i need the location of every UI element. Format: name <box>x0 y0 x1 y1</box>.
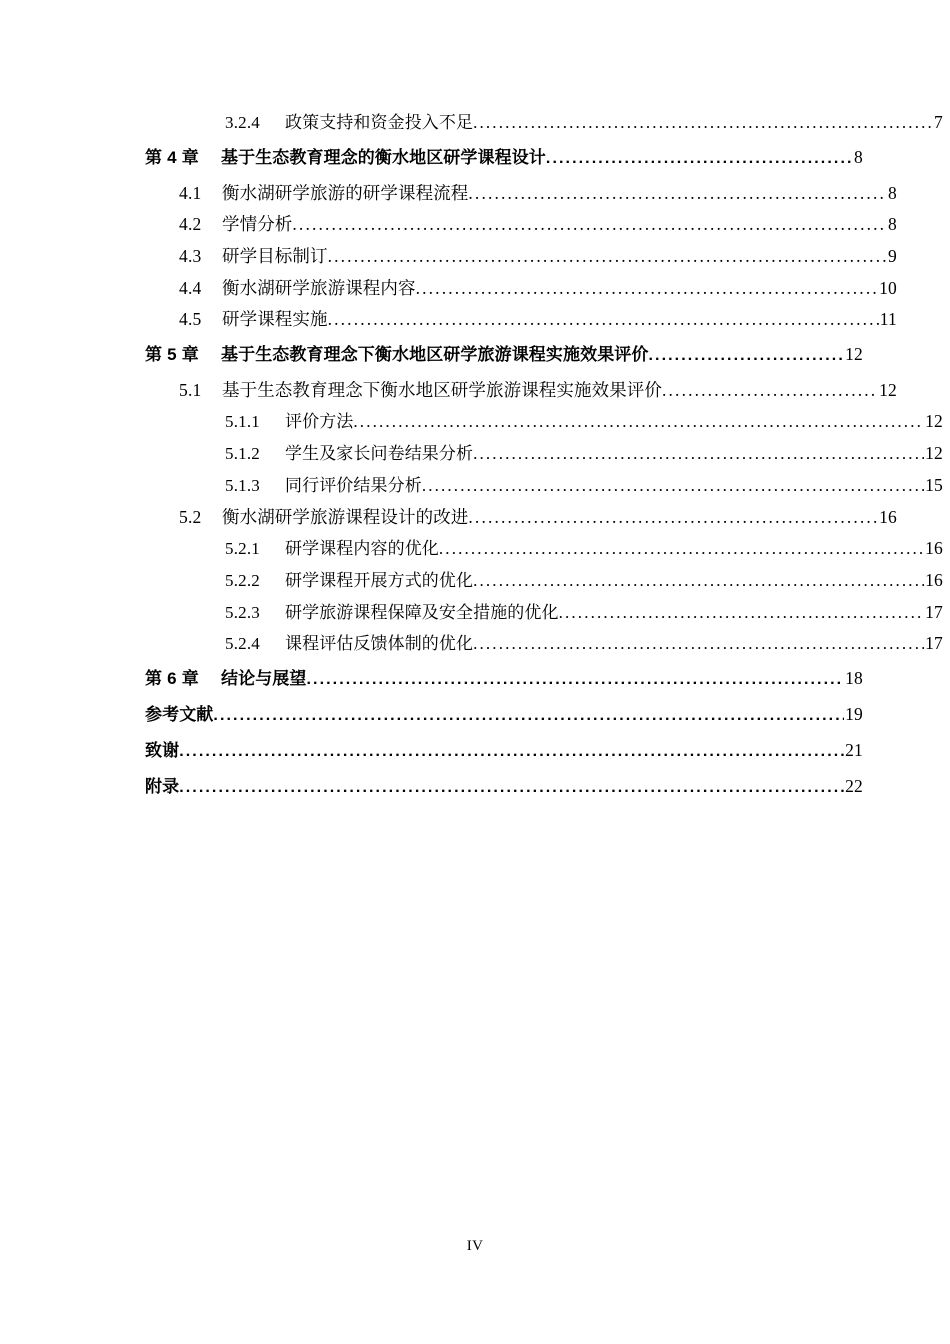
toc-entry[interactable] <box>145 182 897 203</box>
toc-entry-title: 参考文献 <box>145 704 214 724</box>
toc-entry-number: 4.5 <box>179 309 202 330</box>
page-number-footer <box>0 1238 950 1255</box>
toc-entry-number: 5.1.1 <box>225 412 260 432</box>
toc-dot-leader <box>439 540 924 557</box>
toc-entry-title: 学生及家长问卷结果分析 <box>285 444 474 464</box>
toc-dot-leader <box>353 413 924 430</box>
toc-entry-page-number: 22 <box>845 775 863 796</box>
toc-entry[interactable] <box>145 635 943 653</box>
toc-entry-title: 衡水湖研学旅游课程内容 <box>222 277 416 298</box>
toc-entry-title: 政策支持和资金投入不足 <box>285 113 474 132</box>
toc-entry-page-number: 7 <box>934 112 943 132</box>
toc-dot-leader <box>473 445 924 462</box>
toc-entry[interactable] <box>145 703 863 725</box>
toc-entry-number: 4.4 <box>179 277 202 298</box>
toc-entry-number: 5.2.1 <box>225 539 260 559</box>
toc-entry-page-number: 9 <box>888 245 897 266</box>
toc-entry-page-number: 12 <box>845 343 863 364</box>
toc-entry-page-number: 16 <box>879 506 897 527</box>
toc-entry-page-number: 16 <box>925 569 943 590</box>
toc-entry[interactable] <box>145 667 863 689</box>
toc-dot-leader <box>473 635 924 652</box>
toc-entry-page-number: 17 <box>925 601 943 622</box>
toc-entry-page-number: 21 <box>845 739 863 760</box>
toc-entry-page-number: 8 <box>888 214 897 235</box>
table-of-contents <box>145 112 943 814</box>
toc-entry-page-number: 12 <box>925 411 943 432</box>
toc-entry-title: 基于生态教育理念下衡水地区研学旅游课程实施效果评价 <box>222 379 662 400</box>
toc-entry-title: 研学课程开展方式的优化 <box>285 570 474 590</box>
toc-entry-number: 5.2.2 <box>225 570 260 590</box>
toc-entry-title: 同行评价结果分析 <box>285 475 422 495</box>
toc-entry-title: 研学课程内容的优化 <box>285 539 439 559</box>
toc-entry-title: 课程评估反馈体制的优化 <box>285 634 474 654</box>
toc-entry-number: 4.3 <box>179 245 202 266</box>
toc-entry-page-number: 17 <box>925 633 943 654</box>
toc-entry[interactable] <box>145 311 897 329</box>
toc-entry-page-number: 12 <box>925 443 943 464</box>
toc-dot-leader <box>473 572 924 589</box>
toc-dot-leader <box>468 509 878 527</box>
toc-entry-page-number: 16 <box>925 538 943 559</box>
toc-entry-number: 4.1 <box>179 182 202 203</box>
toc-entry[interactable] <box>145 277 897 298</box>
toc-entry[interactable] <box>145 739 863 761</box>
toc-entry-title: 附录 <box>145 776 180 796</box>
toc-dot-leader <box>179 744 844 761</box>
toc-dot-leader <box>662 382 878 400</box>
toc-dot-leader <box>292 216 887 234</box>
toc-dot-leader <box>213 708 844 725</box>
toc-entry-number: 第 6 章 <box>145 668 199 688</box>
toc-entry[interactable] <box>145 775 863 797</box>
toc-entry-title: 结论与展望 <box>221 668 307 688</box>
toc-dot-leader <box>416 280 878 298</box>
page-number: IV <box>466 1238 484 1254</box>
toc-entry[interactable] <box>145 413 943 431</box>
toc-entry-number: 第 5 章 <box>145 344 199 364</box>
toc-entry[interactable] <box>145 601 943 622</box>
toc-entry-number: 5.1.2 <box>225 444 260 464</box>
toc-entry-number: 第 4 章 <box>145 147 199 167</box>
toc-dot-leader <box>473 114 933 131</box>
toc-entry-page-number: 8 <box>854 146 863 167</box>
toc-entry-title: 基于生态教育理念下衡水地区研学旅游课程实施效果评价 <box>221 344 649 364</box>
toc-dot-leader <box>422 477 924 494</box>
toc-entry[interactable] <box>145 114 943 132</box>
toc-entry[interactable] <box>145 474 943 495</box>
toc-entry-number: 5.2.3 <box>225 602 260 622</box>
toc-entry-title: 评价方法 <box>285 412 354 432</box>
toc-dot-leader <box>179 780 844 797</box>
toc-entry-page-number: 15 <box>925 474 943 495</box>
toc-entry-page-number: 10 <box>879 277 897 298</box>
toc-entry[interactable] <box>145 569 943 590</box>
toc-entry-page-number: 8 <box>888 182 897 203</box>
toc-entry-title: 学情分析 <box>222 214 293 235</box>
toc-entry-title: 衡水湖研学旅游课程设计的改进 <box>222 506 469 527</box>
toc-entry-number: 5.2.4 <box>225 634 260 654</box>
toc-dot-leader <box>468 185 887 203</box>
toc-entry-title: 基于生态教育理念的衡水地区研学课程设计 <box>221 147 546 167</box>
toc-entry-number: 5.1 <box>179 379 202 400</box>
toc-entry[interactable] <box>145 540 943 558</box>
toc-dot-leader <box>307 672 845 689</box>
toc-entry-number: 3.2.4 <box>225 113 260 132</box>
toc-entry-page-number: 18 <box>845 667 863 688</box>
toc-dot-leader <box>328 248 887 266</box>
toc-entry-title: 研学旅游课程保障及安全措施的优化 <box>285 602 559 622</box>
toc-entry[interactable] <box>145 216 897 234</box>
toc-entry-number: 4.2 <box>179 214 202 235</box>
toc-entry-title: 致谢 <box>145 740 180 760</box>
toc-dot-leader <box>559 604 924 621</box>
toc-entry[interactable] <box>145 146 863 168</box>
toc-dot-leader <box>649 348 845 365</box>
toc-entry[interactable] <box>145 245 897 266</box>
toc-entry-number: 5.1.3 <box>225 475 260 495</box>
toc-entry-number: 5.2 <box>179 506 202 527</box>
toc-entry-title: 研学目标制订 <box>222 245 328 266</box>
toc-dot-leader <box>546 151 853 168</box>
toc-entry[interactable] <box>145 379 897 400</box>
toc-entry-page-number: 12 <box>879 379 897 400</box>
toc-entry-title: 衡水湖研学旅游的研学课程流程 <box>222 182 469 203</box>
toc-entry-page-number: 19 <box>845 703 863 724</box>
toc-entry[interactable] <box>145 343 863 365</box>
toc-entry-title: 研学课程实施 <box>222 309 328 330</box>
toc-entry-page-number: 11 <box>879 309 897 330</box>
toc-entry[interactable] <box>145 506 897 527</box>
toc-dot-leader <box>328 311 879 329</box>
toc-entry[interactable] <box>145 445 943 463</box>
